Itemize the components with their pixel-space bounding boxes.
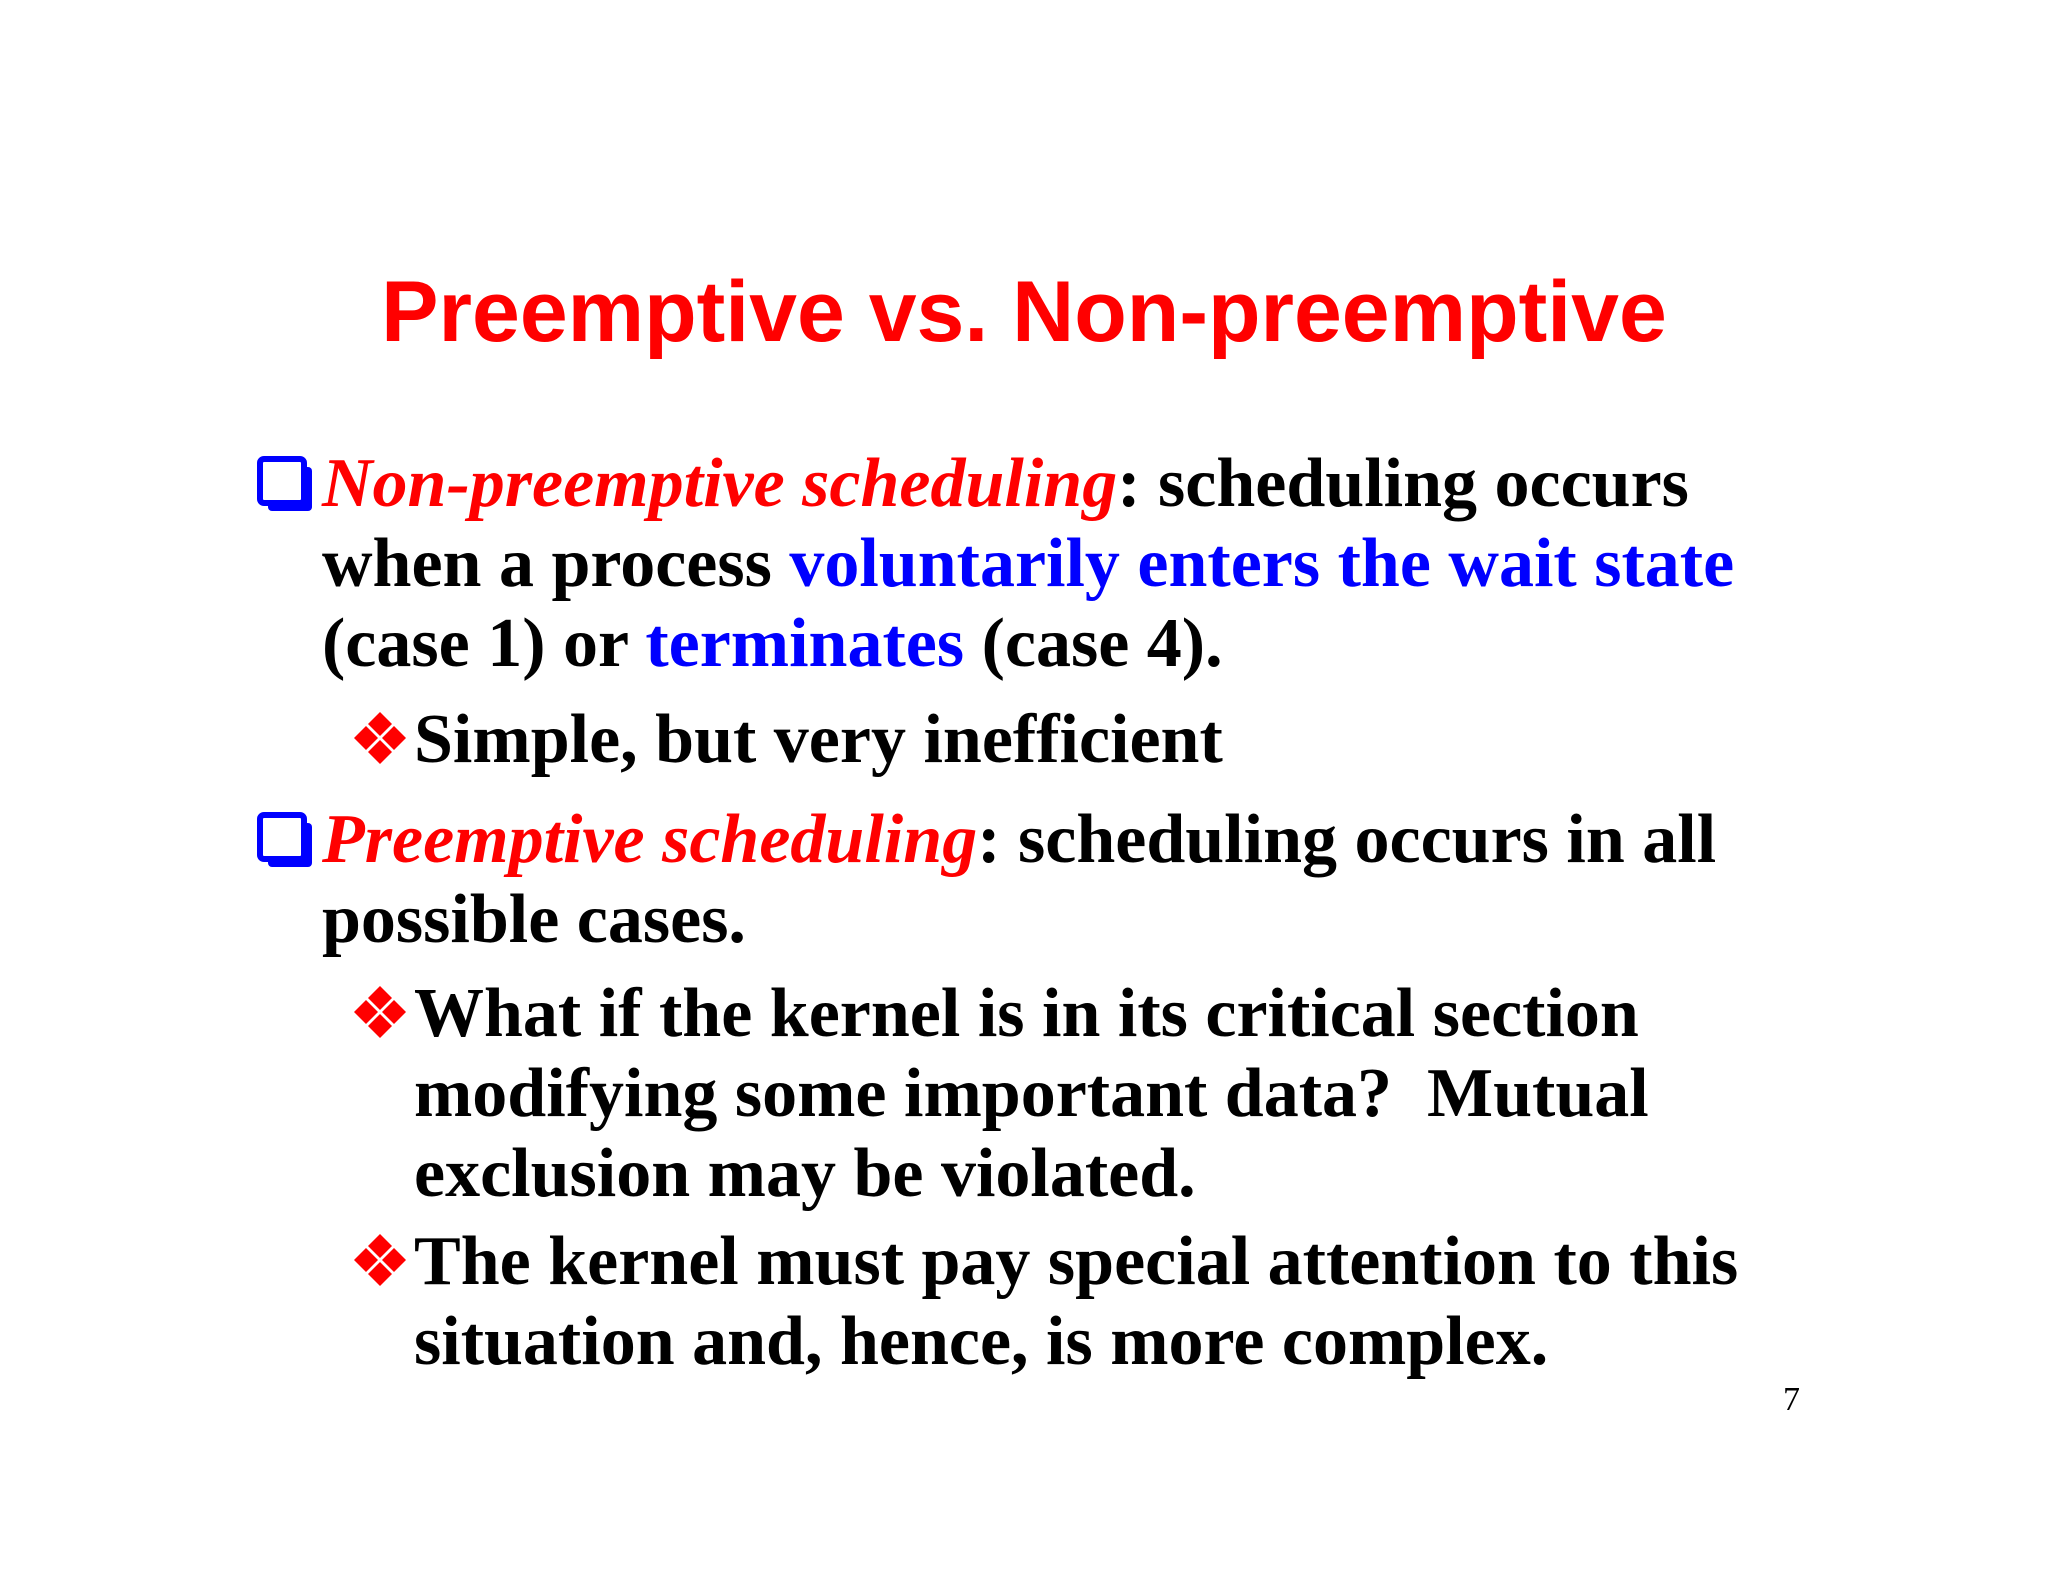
- bullet-non-preemptive: [322, 444, 1822, 684]
- bullet-line: [322, 524, 1822, 604]
- bullet-text: (case 1) or: [322, 605, 646, 682]
- subbullet-line: exclusion may be violated.: [414, 1135, 1196, 1212]
- bullet-line: possible cases.: [322, 881, 746, 958]
- square-bullet-icon: [256, 455, 314, 513]
- subbullet-line: situation and, hence, is more complex.: [414, 1303, 1549, 1380]
- highlight-wait-state: voluntarily enters the wait state: [789, 525, 1735, 602]
- term-non-preemptive: Non-preemptive scheduling: [322, 445, 1118, 522]
- page-number: 7: [1783, 1381, 1800, 1418]
- subbullet-critical-section: [414, 974, 1834, 1214]
- subbullet-line: modifying some important data? Mutual: [414, 1055, 1649, 1132]
- bullet-preemptive: [322, 800, 1822, 960]
- slide-title: Preemptive vs. Non-preemptive: [381, 264, 1667, 360]
- bullet-text: : scheduling occurs in all: [977, 801, 1717, 878]
- bullet-line: [322, 444, 1822, 524]
- square-bullet-icon: [256, 811, 314, 869]
- bullet-line: [322, 800, 1822, 880]
- bullet-text: when a process: [322, 525, 790, 602]
- subbullet-line: Simple, but very inefficient: [414, 701, 1223, 778]
- diamond-bullet-icon: [350, 982, 410, 1042]
- subbullet-line: The kernel must pay special attention to this: [414, 1223, 1739, 1300]
- diamond-bullet-icon: [350, 708, 410, 768]
- diamond-bullet-icon: [350, 1230, 410, 1290]
- subbullet-simple: [414, 700, 1834, 780]
- highlight-terminates: terminates: [645, 605, 965, 682]
- bullet-text: (case 4).: [964, 605, 1223, 682]
- bullet-text: : scheduling occurs: [1117, 445, 1689, 522]
- bullet-line: [322, 604, 1822, 684]
- term-preemptive: Preemptive scheduling: [322, 801, 978, 878]
- subbullet-line: What if the kernel is in its critical section: [414, 975, 1639, 1052]
- subbullet-kernel-attention: [414, 1222, 1834, 1382]
